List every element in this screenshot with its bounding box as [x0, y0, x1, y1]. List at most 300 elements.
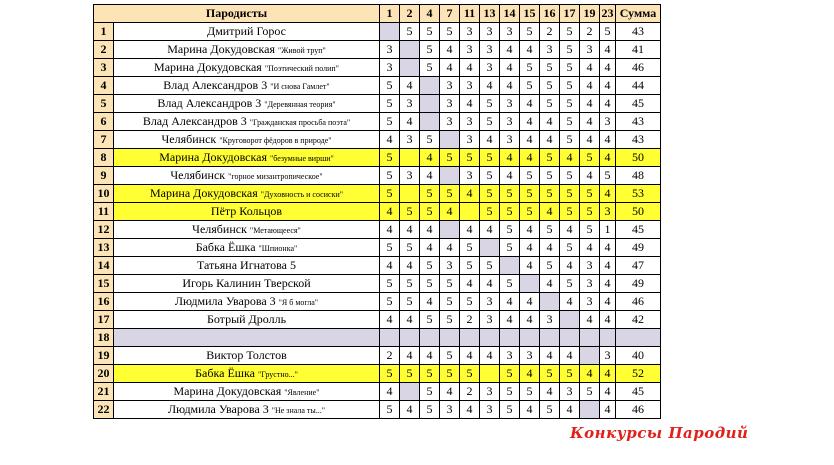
score-cell: 5 — [420, 383, 440, 401]
col-header: 2 — [400, 5, 420, 23]
score-cell — [480, 239, 500, 257]
score-cell: 3 — [400, 131, 420, 149]
score-cell: 4 — [540, 383, 560, 401]
table-row — [94, 167, 661, 185]
score-cell: 4 — [460, 185, 480, 203]
score-cell: 3 — [600, 113, 616, 131]
score-cell: 3 — [540, 311, 560, 329]
score-cell: 5 — [420, 131, 440, 149]
table-row — [94, 149, 661, 167]
score-cell: 4 — [420, 149, 440, 167]
score-cell: 4 — [520, 149, 540, 167]
header-row — [94, 5, 661, 23]
score-cell — [560, 329, 580, 347]
col-header: 13 — [480, 5, 500, 23]
score-cell: 3 — [500, 95, 520, 113]
author-name: Виктор Толстов — [206, 348, 287, 362]
score-cell: 5 — [380, 95, 400, 113]
score-cell — [600, 329, 616, 347]
score-cell: 5 — [540, 365, 560, 383]
score-cell: 4 — [500, 77, 520, 95]
score-cell: 3 — [500, 23, 520, 41]
score-cell: 4 — [380, 131, 400, 149]
row-number: 8 — [94, 149, 114, 167]
col-header: 16 — [540, 5, 560, 23]
total-sum: 53 — [616, 185, 661, 203]
score-cell: 2 — [580, 23, 600, 41]
participant-name — [114, 113, 380, 131]
score-cell: 4 — [540, 239, 560, 257]
score-cell: 4 — [600, 149, 616, 167]
total-sum: 52 — [616, 365, 661, 383]
participant-name — [114, 401, 380, 419]
work-title: "Я б могла" — [278, 297, 319, 307]
score-cell: 2 — [380, 347, 400, 365]
score-cell: 4 — [460, 347, 480, 365]
score-cell: 5 — [500, 185, 520, 203]
score-cell: 5 — [520, 383, 540, 401]
score-cell: 4 — [380, 383, 400, 401]
participant-name — [114, 293, 380, 311]
header-title: Пародисты — [94, 5, 380, 23]
score-cell: 4 — [600, 239, 616, 257]
score-cell: 5 — [420, 365, 440, 383]
score-cell: 5 — [600, 23, 616, 41]
total-sum: 43 — [616, 131, 661, 149]
table-row — [94, 59, 661, 77]
table-row — [94, 257, 661, 275]
score-cell: 4 — [520, 365, 540, 383]
score-cell: 3 — [480, 23, 500, 41]
score-cell: 3 — [480, 401, 500, 419]
score-cell: 5 — [380, 293, 400, 311]
score-cell: 5 — [580, 383, 600, 401]
author-name: Челябинск — [161, 131, 217, 146]
work-title: "безумные вирши" — [269, 153, 334, 163]
score-cell: 4 — [600, 401, 616, 419]
work-title: "Метающееся" — [249, 225, 301, 235]
author-name: Влад Александров 3 — [163, 77, 268, 92]
score-cell: 4 — [420, 167, 440, 185]
table-row — [94, 239, 661, 257]
score-cell — [400, 185, 420, 203]
score-cell: 5 — [520, 59, 540, 77]
score-cell — [440, 167, 460, 185]
score-cell: 4 — [520, 293, 540, 311]
score-cell: 5 — [520, 77, 540, 95]
total-sum: 49 — [616, 275, 661, 293]
score-cell: 4 — [580, 239, 600, 257]
score-cell: 4 — [440, 383, 460, 401]
score-cell: 4 — [520, 131, 540, 149]
score-cell — [500, 257, 520, 275]
total-sum: 44 — [616, 77, 661, 95]
score-cell: 5 — [380, 149, 400, 167]
score-cell: 5 — [500, 239, 520, 257]
total-sum: 45 — [616, 383, 661, 401]
table-row — [94, 41, 661, 59]
score-cell: 3 — [400, 167, 420, 185]
score-cell: 5 — [380, 185, 400, 203]
score-cell: 5 — [560, 365, 580, 383]
score-cell: 5 — [480, 167, 500, 185]
score-cell: 4 — [540, 275, 560, 293]
score-cell: 4 — [400, 401, 420, 419]
col-header: 17 — [560, 5, 580, 23]
total-sum — [616, 329, 661, 347]
score-cell: 5 — [380, 167, 400, 185]
score-cell — [520, 275, 540, 293]
total-sum: 42 — [616, 311, 661, 329]
score-cell — [400, 41, 420, 59]
score-cell: 5 — [580, 203, 600, 221]
score-cell: 5 — [380, 365, 400, 383]
table-row — [94, 203, 661, 221]
work-title: "И снова Гамлет" — [270, 81, 330, 91]
score-cell: 3 — [460, 23, 480, 41]
work-title: "Деревянная теория" — [264, 99, 336, 109]
score-cell — [400, 329, 420, 347]
score-cell: 4 — [520, 401, 540, 419]
score-cell: 5 — [400, 23, 420, 41]
participant-name — [114, 59, 380, 77]
author-name: Марина Докудовская — [167, 41, 275, 56]
total-sum: 46 — [616, 401, 661, 419]
score-cell: 5 — [440, 347, 460, 365]
score-cell: 5 — [560, 131, 580, 149]
row-number: 5 — [94, 95, 114, 113]
score-cell: 5 — [440, 293, 460, 311]
col-header: 11 — [460, 5, 480, 23]
work-title: "Не знала ты..." — [271, 405, 326, 415]
score-cell: 5 — [400, 203, 420, 221]
score-cell: 4 — [480, 275, 500, 293]
score-cell: 5 — [540, 257, 560, 275]
score-cell: 5 — [440, 275, 460, 293]
table-row — [94, 293, 661, 311]
participant-name — [114, 239, 380, 257]
score-cell: 4 — [600, 95, 616, 113]
score-cell: 4 — [500, 167, 520, 185]
score-cell: 5 — [420, 203, 440, 221]
participant-name — [114, 221, 380, 239]
row-number: 7 — [94, 131, 114, 149]
score-cell: 4 — [600, 257, 616, 275]
score-cell: 3 — [380, 59, 400, 77]
score-cell: 3 — [480, 383, 500, 401]
author-name: Татьяна Игнатова 5 — [197, 258, 296, 272]
score-cell: 3 — [460, 167, 480, 185]
author-name: Дмитрий Горос — [207, 24, 286, 38]
score-cell: 5 — [380, 401, 400, 419]
score-cell: 5 — [560, 113, 580, 131]
col-header: 19 — [580, 5, 600, 23]
score-cell — [420, 95, 440, 113]
score-cell: 2 — [460, 383, 480, 401]
score-cell: 4 — [380, 257, 400, 275]
participant-name — [114, 131, 380, 149]
row-number: 9 — [94, 167, 114, 185]
score-cell: 5 — [480, 203, 500, 221]
score-cell: 4 — [440, 203, 460, 221]
score-cell — [400, 383, 420, 401]
participant-name — [114, 257, 380, 275]
score-cell: 4 — [400, 347, 420, 365]
author-name: Марина Докудовская — [154, 59, 262, 74]
score-cell: 5 — [400, 293, 420, 311]
score-cell — [400, 149, 420, 167]
score-cell: 4 — [400, 311, 420, 329]
author-name: Марина Докудовская — [159, 149, 267, 164]
score-cell: 4 — [420, 347, 440, 365]
score-cell: 4 — [400, 77, 420, 95]
score-cell: 5 — [540, 95, 560, 113]
score-cell — [400, 59, 420, 77]
score-cell — [440, 131, 460, 149]
score-cell: 3 — [500, 113, 520, 131]
table-row — [94, 113, 661, 131]
score-cell: 4 — [600, 383, 616, 401]
score-cell: 4 — [520, 221, 540, 239]
score-cell: 4 — [540, 131, 560, 149]
score-cell: 4 — [520, 113, 540, 131]
row-number: 2 — [94, 41, 114, 59]
score-cell — [460, 203, 480, 221]
score-cell: 1 — [600, 221, 616, 239]
score-cell: 5 — [560, 239, 580, 257]
work-title: "Духовность и сосиски" — [260, 189, 343, 199]
score-cell: 3 — [580, 257, 600, 275]
score-cell: 3 — [560, 383, 580, 401]
score-cell: 5 — [380, 275, 400, 293]
score-cell — [560, 311, 580, 329]
score-cell: 4 — [580, 113, 600, 131]
row-number: 18 — [94, 329, 114, 347]
score-cell: 3 — [480, 41, 500, 59]
author-name: Ботрый Дролль — [206, 312, 287, 326]
participant-name — [114, 149, 380, 167]
score-cell: 4 — [560, 221, 580, 239]
score-cell: 5 — [520, 203, 540, 221]
results-table — [93, 4, 661, 419]
score-cell — [520, 329, 540, 347]
score-cell: 3 — [460, 113, 480, 131]
score-cell: 4 — [540, 113, 560, 131]
participant-name — [114, 347, 380, 365]
score-cell: 5 — [560, 41, 580, 59]
score-cell: 4 — [560, 293, 580, 311]
score-cell: 3 — [500, 131, 520, 149]
score-cell: 4 — [380, 203, 400, 221]
score-cell: 5 — [540, 221, 560, 239]
score-cell: 5 — [580, 149, 600, 167]
col-header: 4 — [420, 5, 440, 23]
score-cell: 4 — [460, 95, 480, 113]
score-cell: 4 — [420, 221, 440, 239]
score-cell: 4 — [520, 311, 540, 329]
score-cell: 3 — [440, 257, 460, 275]
score-cell: 5 — [560, 59, 580, 77]
score-cell: 5 — [440, 365, 460, 383]
score-cell: 3 — [500, 347, 520, 365]
score-cell: 4 — [600, 365, 616, 383]
author-name: Людмила Уварова 3 — [174, 293, 276, 308]
score-cell: 3 — [520, 347, 540, 365]
score-cell: 4 — [580, 131, 600, 149]
contest-logo: Конкурсы Пародий — [570, 424, 749, 442]
col-header: 15 — [520, 5, 540, 23]
score-cell: 3 — [480, 293, 500, 311]
score-cell: 5 — [540, 185, 560, 203]
score-cell: 3 — [440, 95, 460, 113]
score-cell: 3 — [480, 59, 500, 77]
row-number: 12 — [94, 221, 114, 239]
score-cell — [580, 401, 600, 419]
score-cell: 5 — [420, 311, 440, 329]
row-number: 13 — [94, 239, 114, 257]
score-cell: 4 — [500, 41, 520, 59]
participant-name — [114, 167, 380, 185]
score-cell — [460, 329, 480, 347]
score-cell: 5 — [560, 77, 580, 95]
score-cell: 5 — [460, 239, 480, 257]
score-cell: 4 — [460, 221, 480, 239]
score-cell: 5 — [520, 23, 540, 41]
score-cell: 5 — [380, 77, 400, 95]
participant-name — [114, 185, 380, 203]
score-cell: 5 — [600, 167, 616, 185]
score-cell: 5 — [440, 311, 460, 329]
score-cell: 5 — [380, 113, 400, 131]
total-sum: 50 — [616, 149, 661, 167]
participant-name — [114, 365, 380, 383]
score-cell: 4 — [580, 77, 600, 95]
table-row — [94, 347, 661, 365]
score-cell — [580, 329, 600, 347]
score-cell: 4 — [420, 293, 440, 311]
score-cell: 4 — [520, 41, 540, 59]
table-row — [94, 383, 661, 401]
author-name: Людмила Уварова 3 — [167, 401, 269, 416]
score-cell: 5 — [400, 365, 420, 383]
score-cell: 4 — [420, 239, 440, 257]
score-cell: 5 — [500, 203, 520, 221]
score-cell: 5 — [500, 401, 520, 419]
score-cell: 4 — [480, 131, 500, 149]
score-cell: 4 — [400, 113, 420, 131]
score-cell — [440, 221, 460, 239]
score-cell: 5 — [540, 59, 560, 77]
author-name: Челябинск — [170, 167, 226, 182]
score-cell: 5 — [400, 275, 420, 293]
score-cell: 3 — [600, 347, 616, 365]
work-title: "горное мизантропическое" — [228, 171, 323, 181]
score-cell: 4 — [520, 257, 540, 275]
total-sum: 49 — [616, 239, 661, 257]
score-cell: 4 — [520, 95, 540, 113]
participant-name — [114, 329, 380, 347]
score-cell: 5 — [580, 221, 600, 239]
score-cell: 5 — [560, 167, 580, 185]
participant-name — [114, 95, 380, 113]
score-cell — [380, 329, 400, 347]
score-cell: 4 — [500, 59, 520, 77]
row-number: 21 — [94, 383, 114, 401]
score-cell: 4 — [440, 239, 460, 257]
total-sum: 45 — [616, 221, 661, 239]
score-cell: 4 — [520, 239, 540, 257]
row-number: 1 — [94, 23, 114, 41]
score-cell: 5 — [560, 95, 580, 113]
score-cell — [480, 329, 500, 347]
score-cell: 3 — [580, 293, 600, 311]
score-cell: 3 — [440, 77, 460, 95]
author-name: Челябинск — [192, 221, 247, 236]
score-cell: 5 — [380, 239, 400, 257]
score-cell: 4 — [600, 293, 616, 311]
author-name: Пётр Кольцов — [210, 204, 283, 218]
table-row — [94, 329, 661, 347]
row-number: 4 — [94, 77, 114, 95]
author-name: Влад Александров 3 — [157, 95, 262, 110]
table-row — [94, 401, 661, 419]
score-cell: 4 — [600, 59, 616, 77]
score-cell: 5 — [560, 275, 580, 293]
table-row — [94, 95, 661, 113]
score-cell — [540, 293, 560, 311]
participant-name — [114, 383, 380, 401]
score-cell: 5 — [480, 257, 500, 275]
col-header: 1 — [380, 5, 400, 23]
score-cell: 5 — [540, 401, 560, 419]
total-sum: 43 — [616, 23, 661, 41]
total-sum: 48 — [616, 167, 661, 185]
author-name: Бабка Ёшка — [195, 239, 256, 254]
score-cell: 5 — [440, 149, 460, 167]
table-row — [94, 77, 661, 95]
row-number: 3 — [94, 59, 114, 77]
score-cell: 4 — [480, 221, 500, 239]
work-title: "Живой труп" — [278, 45, 326, 55]
score-cell: 4 — [560, 149, 580, 167]
table-row — [94, 365, 661, 383]
row-number: 22 — [94, 401, 114, 419]
row-number: 16 — [94, 293, 114, 311]
score-cell: 5 — [460, 365, 480, 383]
total-sum: 46 — [616, 293, 661, 311]
table-row — [94, 275, 661, 293]
score-cell — [420, 77, 440, 95]
score-cell: 4 — [480, 347, 500, 365]
score-cell: 5 — [480, 95, 500, 113]
score-cell: 4 — [600, 41, 616, 59]
total-sum: 50 — [616, 203, 661, 221]
score-cell: 4 — [460, 275, 480, 293]
score-cell: 4 — [500, 149, 520, 167]
score-cell: 4 — [580, 311, 600, 329]
score-cell: 3 — [400, 95, 420, 113]
score-cell: 5 — [420, 275, 440, 293]
author-name: Марина Докудовская — [173, 383, 282, 398]
score-cell: 5 — [460, 257, 480, 275]
score-cell: 3 — [460, 41, 480, 59]
score-cell: 2 — [540, 23, 560, 41]
score-cell: 5 — [420, 185, 440, 203]
participant-name — [114, 275, 380, 293]
total-sum: 41 — [616, 41, 661, 59]
score-cell — [540, 329, 560, 347]
score-cell: 4 — [400, 257, 420, 275]
